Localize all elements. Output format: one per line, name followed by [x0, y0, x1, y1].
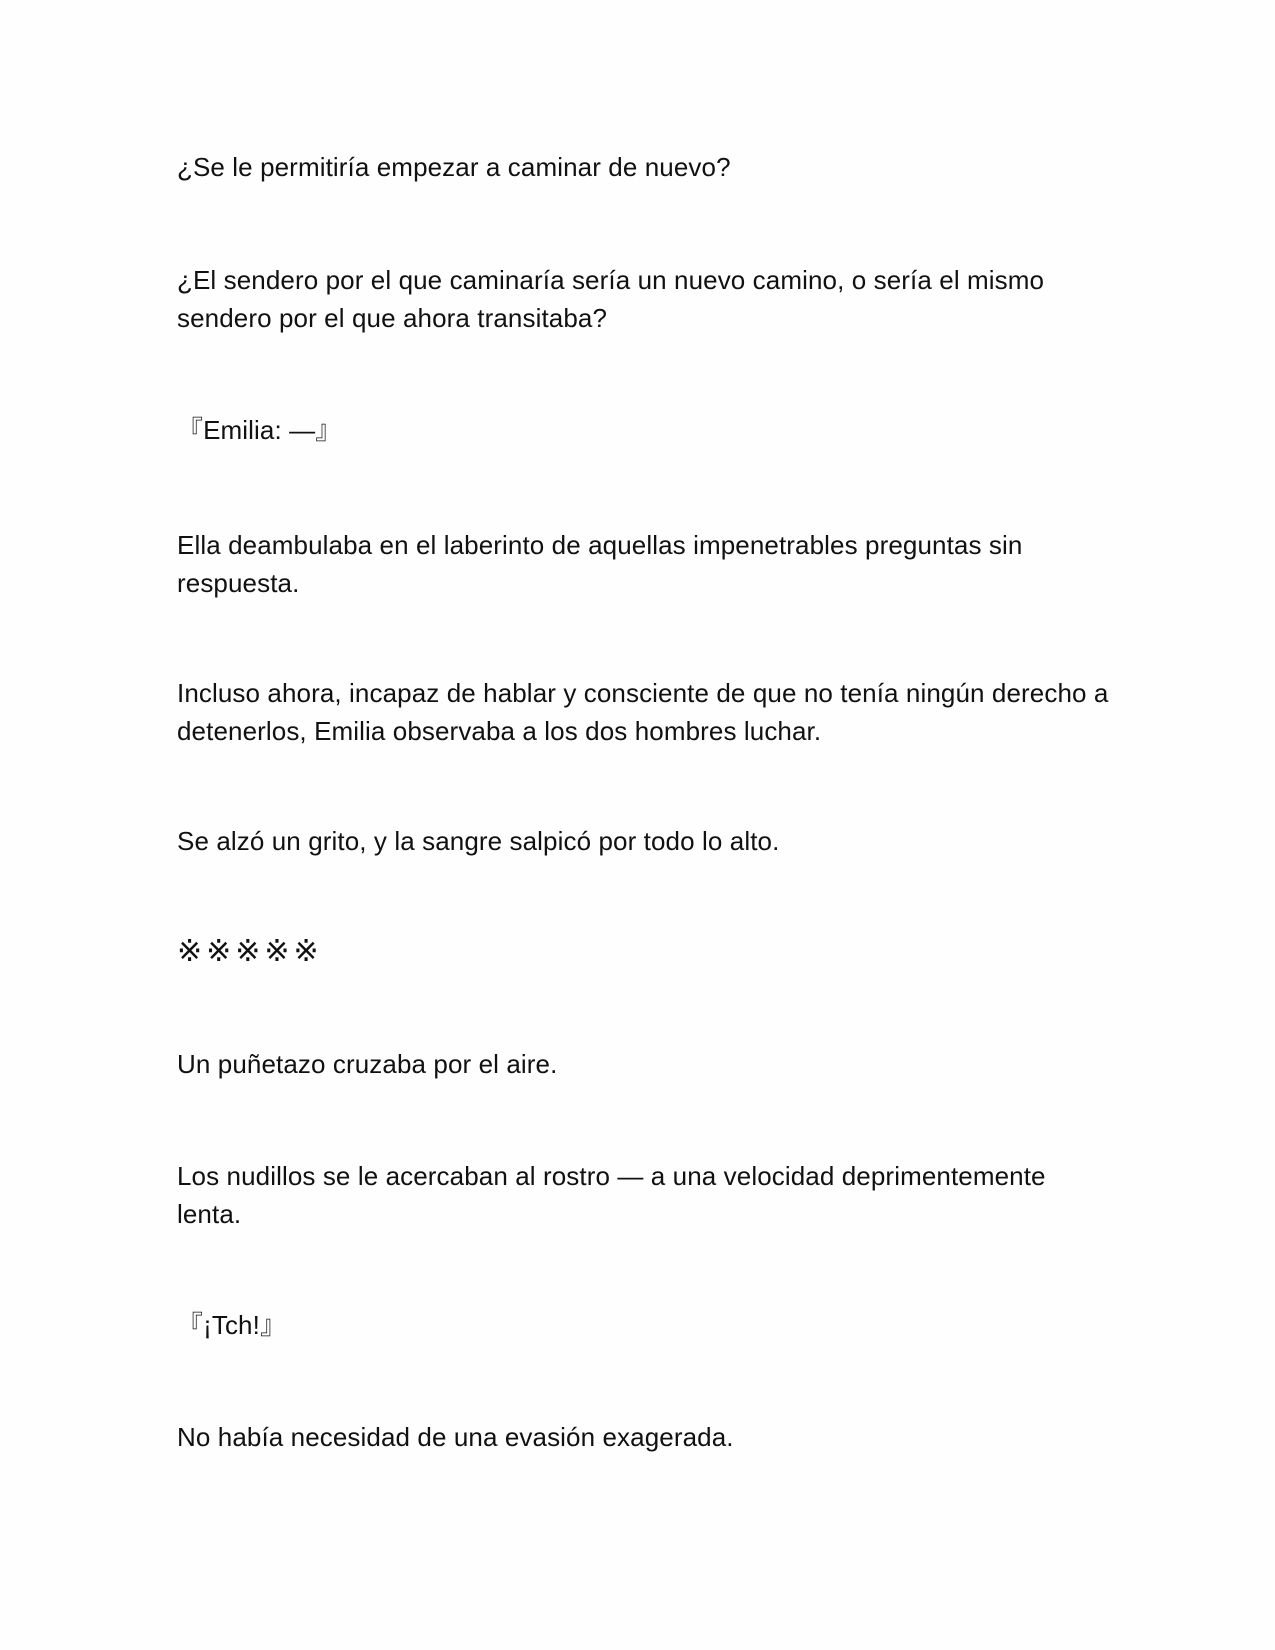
paragraph-9: Los nudillos se le acercaban al rostro — a una velocidad deprimentemente lenta.: [177, 1161, 1046, 1229]
paragraph-2: ¿El sendero por el que caminaría sería un nuevo camino, o sería el mismo sendero por el que ahora transitaba?: [177, 265, 1045, 333]
dialogue-emilia: 『Emilia: —』: [177, 415, 342, 445]
paragraph-4: Ella deambulaba en el laberinto de aquellas impenetrables preguntas sin respuesta.: [177, 530, 1023, 598]
paragraph-5: Incluso ahora, incapaz de hablar y consciente de que no tenía ningún derecho a detenerlos, Emilia observaba a los dos hombres luchar.: [177, 678, 1109, 746]
paragraph-11: No había necesidad de una evasión exagerada.: [177, 1422, 734, 1452]
paragraph-1: ¿Se le permitiría empezar a caminar de nuevo?: [177, 152, 731, 182]
paragraph-6: Se alzó un grito, y la sangre salpicó por todo lo alto.: [177, 826, 780, 856]
paragraph-8: Un puñetazo cruzaba por el aire.: [177, 1049, 558, 1079]
scene-break: ※※※※※: [177, 935, 323, 968]
dialogue-tch: 『¡Tch!』: [177, 1310, 287, 1340]
